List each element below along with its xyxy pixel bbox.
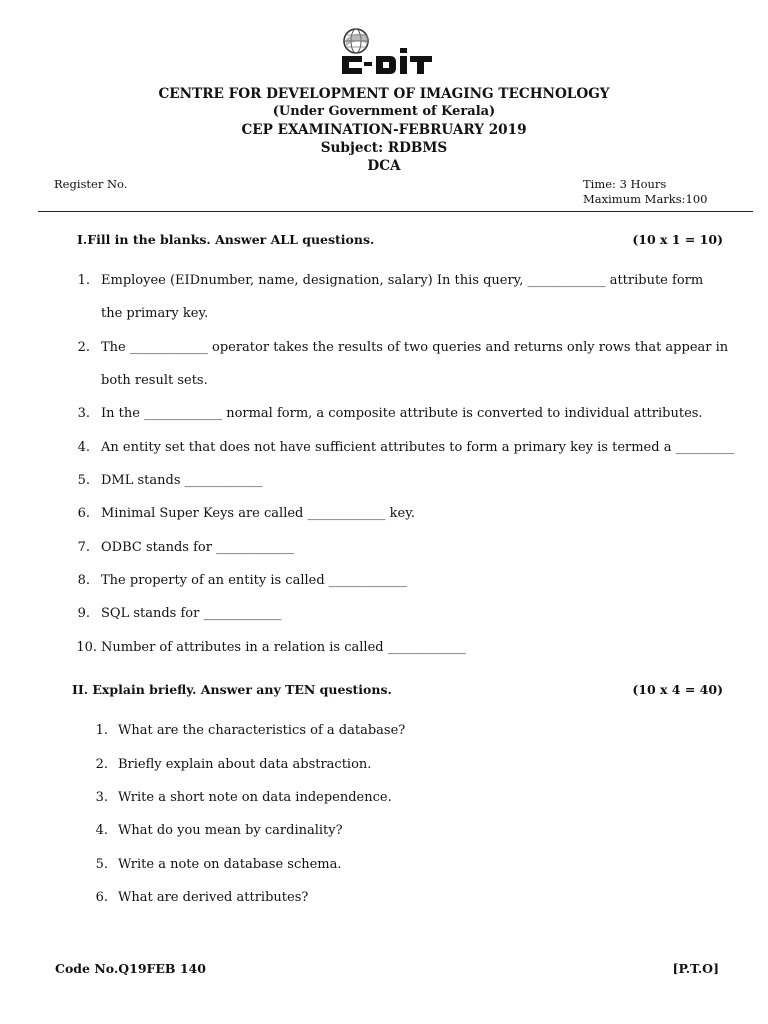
question-number: 9. [77,606,90,621]
question-number: 2. [77,340,90,355]
question-number: 3. [77,406,90,421]
question-text: Write a short note on data independence. [118,790,392,805]
section-2-title: II. Explain briefly. Answer any TEN questions. [72,682,392,697]
question-number: 10. [76,640,97,655]
question-continuation: the primary key. [101,306,209,321]
question-number: 4. [77,440,90,455]
question-text: ODBC stands for ____________ [101,540,295,555]
question-text: The property of an entity is called ____________ [101,573,407,588]
question-number: 7. [77,540,90,555]
paper-code: Code No.Q19FEB 140 [55,961,206,976]
please-turn-over: [P.T.O] [672,961,719,976]
question-text: Number of attributes in a relation is called ____________ [101,640,466,655]
section-1-marks: (10 x 1 = 10) [632,232,723,247]
header-divider [38,211,753,212]
question-text: Employee (EIDnumber, name, designation, salary) In this query, ____________ attribute form [101,273,704,288]
question-text: DML stands ____________ [101,473,263,488]
question-text: What are the characteristics of a database? [118,723,406,738]
course-title: DCA [367,158,401,174]
question-text: The ____________ operator takes the results of two queries and returns only rows that appear in [101,340,729,355]
section-1-title: I.Fill in the blanks. Answer ALL questions. [77,232,375,247]
question-number: 8. [77,573,90,588]
question-number: 1. [95,723,108,738]
cdit-logo [338,26,438,78]
question-text: SQL stands for ____________ [101,606,282,621]
institution-name: CENTRE FOR DEVELOPMENT OF IMAGING TECHNOLOGY [158,86,610,102]
question-number: 5. [77,473,90,488]
section-2-marks: (10 x 4 = 40) [632,682,723,697]
question-number: 6. [77,506,90,521]
question-text: What do you mean by cardinality? [118,823,343,838]
question-text: Briefly explain about data abstraction. [118,757,372,772]
question-text: An entity set that does not have sufficient attributes to form a primary key is termed a _________ [101,440,735,455]
question-text: What are derived attributes? [118,890,309,905]
subject-title: Subject: RDBMS [320,140,448,156]
maximum-marks: Maximum Marks:100 [583,192,708,206]
question-text: In the ____________ normal form, a composite attribute is converted to individual attributes. [101,406,703,421]
question-number: 2. [95,757,108,772]
question-continuation: both result sets. [101,373,208,388]
question-number: 4. [95,823,108,838]
globe-icon [344,29,368,53]
question-number: 5. [95,857,108,872]
exam-title: CEP EXAMINATION-FEBRUARY 2019 [241,122,527,138]
question-number: 1. [77,273,90,288]
exam-duration: Time: 3 Hours [583,177,667,191]
question-number: 6. [95,890,108,905]
government-note: (Under Government of Kerala) [272,104,496,119]
question-text: Minimal Super Keys are called ____________ key. [101,506,415,521]
question-number: 3. [95,790,108,805]
register-number-label: Register No. [54,177,128,191]
question-text: Write a note on database schema. [118,857,342,872]
